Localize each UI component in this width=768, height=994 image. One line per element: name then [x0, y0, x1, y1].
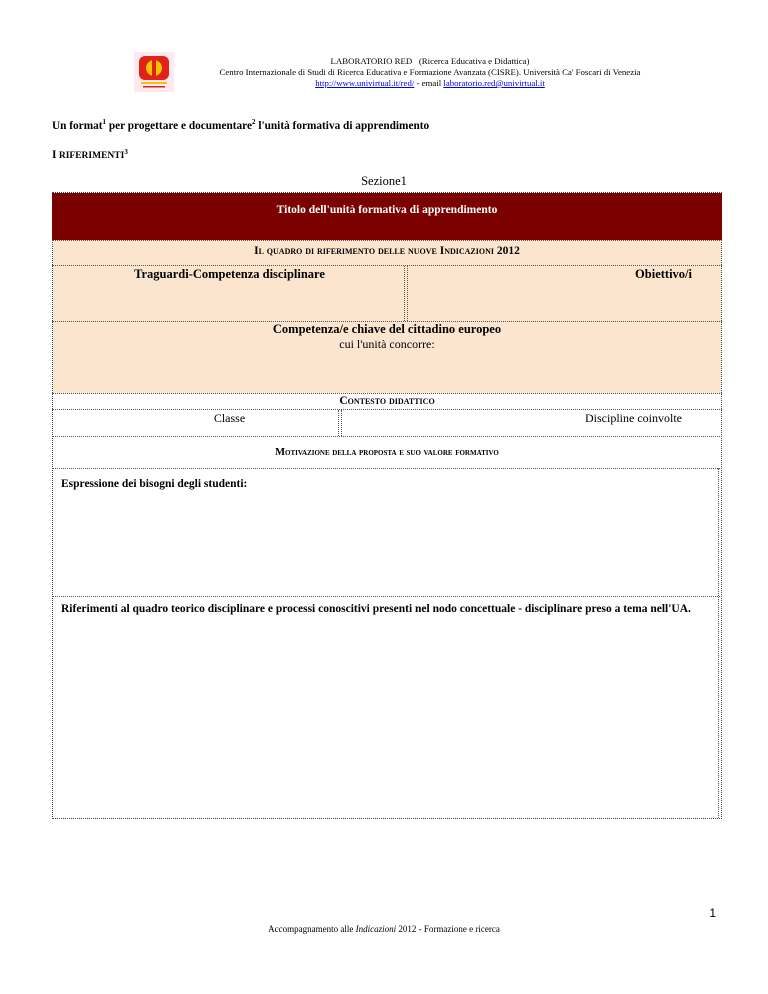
footer-caption: Accompagnamento alle Indicazioni 2012 - Formazione e ricerca — [268, 924, 500, 934]
riferimenti-heading: I RIFERIMENTI$^3$ — [52, 148, 128, 162]
email-link[interactable]: laboratorio.red@univirtual.it — [443, 78, 545, 88]
unit-title: Titolo dell'unità formativa di apprendimento — [276, 204, 498, 216]
document-title: Un format$^1$ per progettare e documentare$^2$ l'unità formativa di apprendimento — [52, 118, 430, 132]
competenze-label: Competenza/e chiave del cittadino europeo — [272, 322, 502, 336]
peach-region — [53, 240, 721, 393]
contesto-heading: Contesto didattico — [339, 395, 435, 407]
header-lab-name: LABORATORIO RED (Ricerca Educativa e Didattica) — [330, 56, 530, 66]
page-number: 1 — [709, 906, 716, 920]
competenze-sub: cui l'unità concorre: — [339, 337, 435, 351]
quadro-heading: Il quadro di riferimento delle nuove Indicazioni 2012 — [254, 245, 520, 257]
classe-label: Classe — [213, 411, 246, 425]
bisogni-label: Espressione dei bisogni degli studenti: — [61, 478, 248, 490]
website-link[interactable]: http://www.univirtual.it/red/ — [315, 78, 415, 88]
unit-title-band — [52, 193, 722, 240]
discipline-label: Discipline coinvolte — [585, 411, 682, 425]
header-institution: Centro Internazionale di Studi di Ricerca Educativa e Formazione Avanzata (CISRE). Università Ca' Foscari di Venezia — [219, 67, 641, 77]
traguardi-label: Traguardi-Competenza disciplinare — [134, 267, 325, 281]
riferimenti-teorici-label: Riferimenti al quadro teorico disciplinare e processi conoscitivi presenti nel nodo concettuale - disciplinare preso a tema nell'UA. — [61, 603, 691, 615]
obiettivi-label: Obiettivo/i — [635, 267, 692, 281]
motivazione-heading: Motivazione della proposta e suo valore formativo — [275, 447, 499, 458]
section-label: Sezione1 — [361, 174, 407, 188]
laboratorio-red-logo — [134, 52, 174, 92]
header-links: http://www.univirtual.it/red/ - email laboratorio.red@univirtual.it — [315, 78, 545, 88]
